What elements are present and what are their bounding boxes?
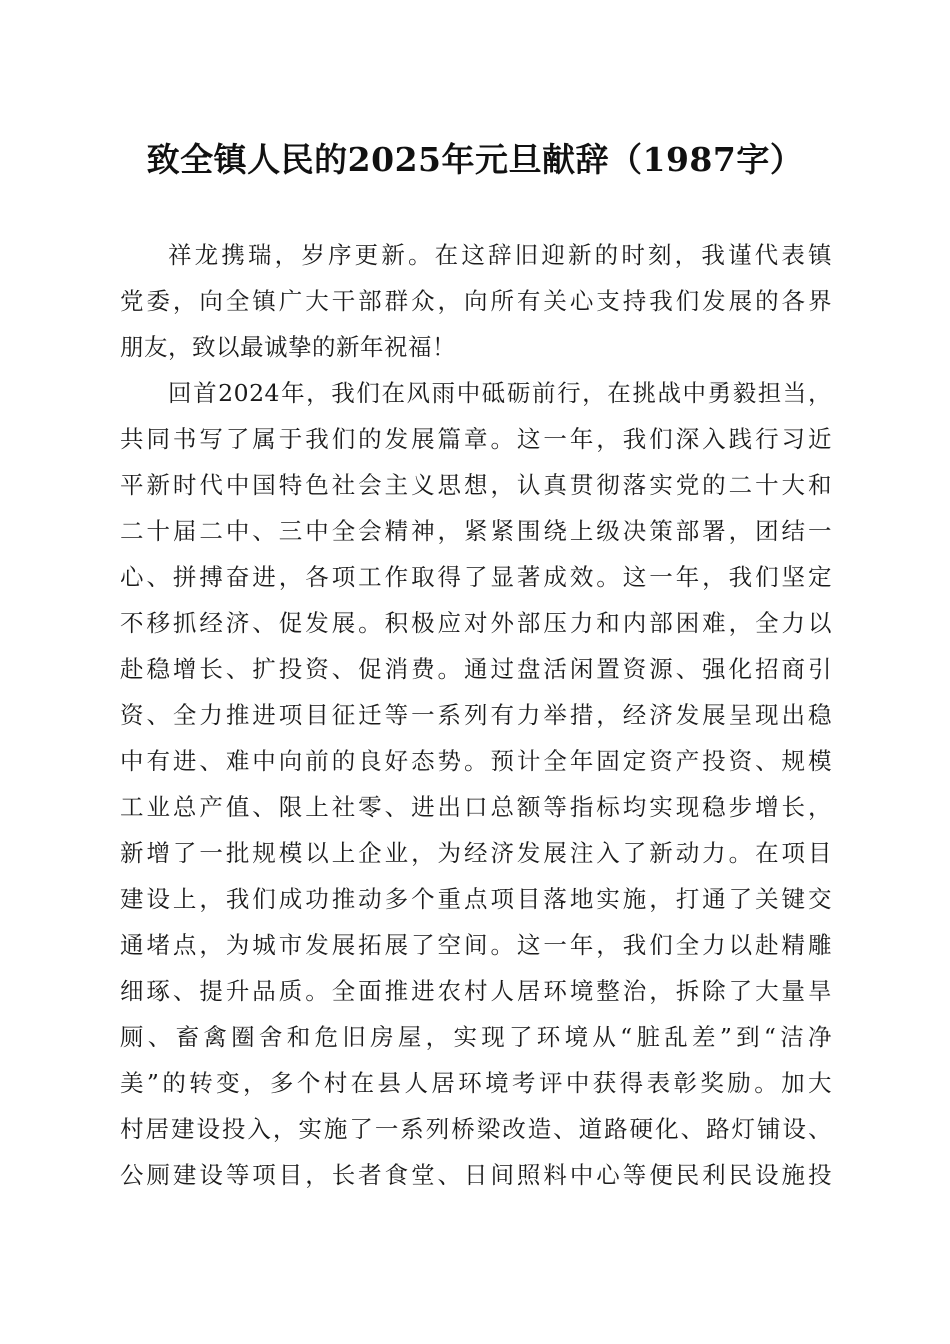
- paragraph-2-line-15: 厕、畜禽圈舍和危旧房屋，实现了环境从“脏乱差”到“洁净: [120, 1023, 832, 1051]
- document-body: [120, 232, 832, 1198]
- paragraph-2-line-17: 村居建设投入，实施了一系列桥梁改造、道路硬化、路灯铺设、: [120, 1115, 832, 1143]
- paragraph-2-line-10: 工业总产值、限上社零、进出口总额等指标均实现稳步增长，: [120, 793, 832, 821]
- paragraph-1-line-3: 朋友，致以最诚挚的新年祝福！: [120, 333, 456, 361]
- paragraph-2-line-8: 资、全力推进项目征迁等一系列有力举措，经济发展呈现出稳: [120, 701, 832, 729]
- paragraph-1-line-2: 党委，向全镇广大干部群众，向所有关心支持我们发展的各界: [120, 287, 832, 315]
- paragraph-2-line-3: 平新时代中国特色社会主义思想，认真贯彻落实党的二十大和: [120, 471, 832, 499]
- paragraph-2-line-16: 美”的转变，多个村在县人居环境考评中获得表彰奖励。加大: [120, 1069, 832, 1097]
- paragraph-1-line-1: 祥龙携瑞，岁序更新。在这辞旧迎新的时刻，我谨代表镇: [168, 241, 832, 269]
- paragraph-2-line-13: 通堵点，为城市发展拓展了空间。这一年，我们全力以赴精雕: [120, 931, 832, 959]
- paragraph-2-line-5: 心、拼搏奋进，各项工作取得了显著成效。这一年，我们坚定: [120, 563, 832, 591]
- paragraph-2-line-9: 中有进、难中向前的良好态势。预计全年固定资产投资、规模: [120, 747, 832, 775]
- document-title: 致全镇人民的2025年元旦献辞（1987字）: [146, 140, 804, 179]
- paragraph-2-line-6: 不移抓经济、促发展。积极应对外部压力和内部困难，全力以: [120, 609, 832, 637]
- paragraph-2-line-11: 新增了一批规模以上企业，为经济发展注入了新动力。在项目: [120, 839, 832, 867]
- paragraph-2-line-4: 二十届二中、三中全会精神，紧紧围绕上级决策部署，团结一: [120, 517, 832, 545]
- paragraph-2-line-1: 回首2024年，我们在风雨中砥砺前行，在挑战中勇毅担当，: [168, 379, 832, 407]
- paragraph-2-line-18: 公厕建设等项目，长者食堂、日间照料中心等便民利民设施投: [120, 1161, 832, 1189]
- paragraph-2-line-7: 赴稳增长、扩投资、促消费。通过盘活闲置资源、强化招商引: [120, 655, 832, 683]
- paragraph-2-line-2: 共同书写了属于我们的发展篇章。这一年，我们深入践行习近: [120, 425, 832, 453]
- paragraph-2-line-12: 建设上，我们成功推动多个重点项目落地实施，打通了关键交: [120, 885, 832, 913]
- paragraph-2-line-14: 细琢、提升品质。全面推进农村人居环境整治，拆除了大量旱: [120, 977, 832, 1005]
